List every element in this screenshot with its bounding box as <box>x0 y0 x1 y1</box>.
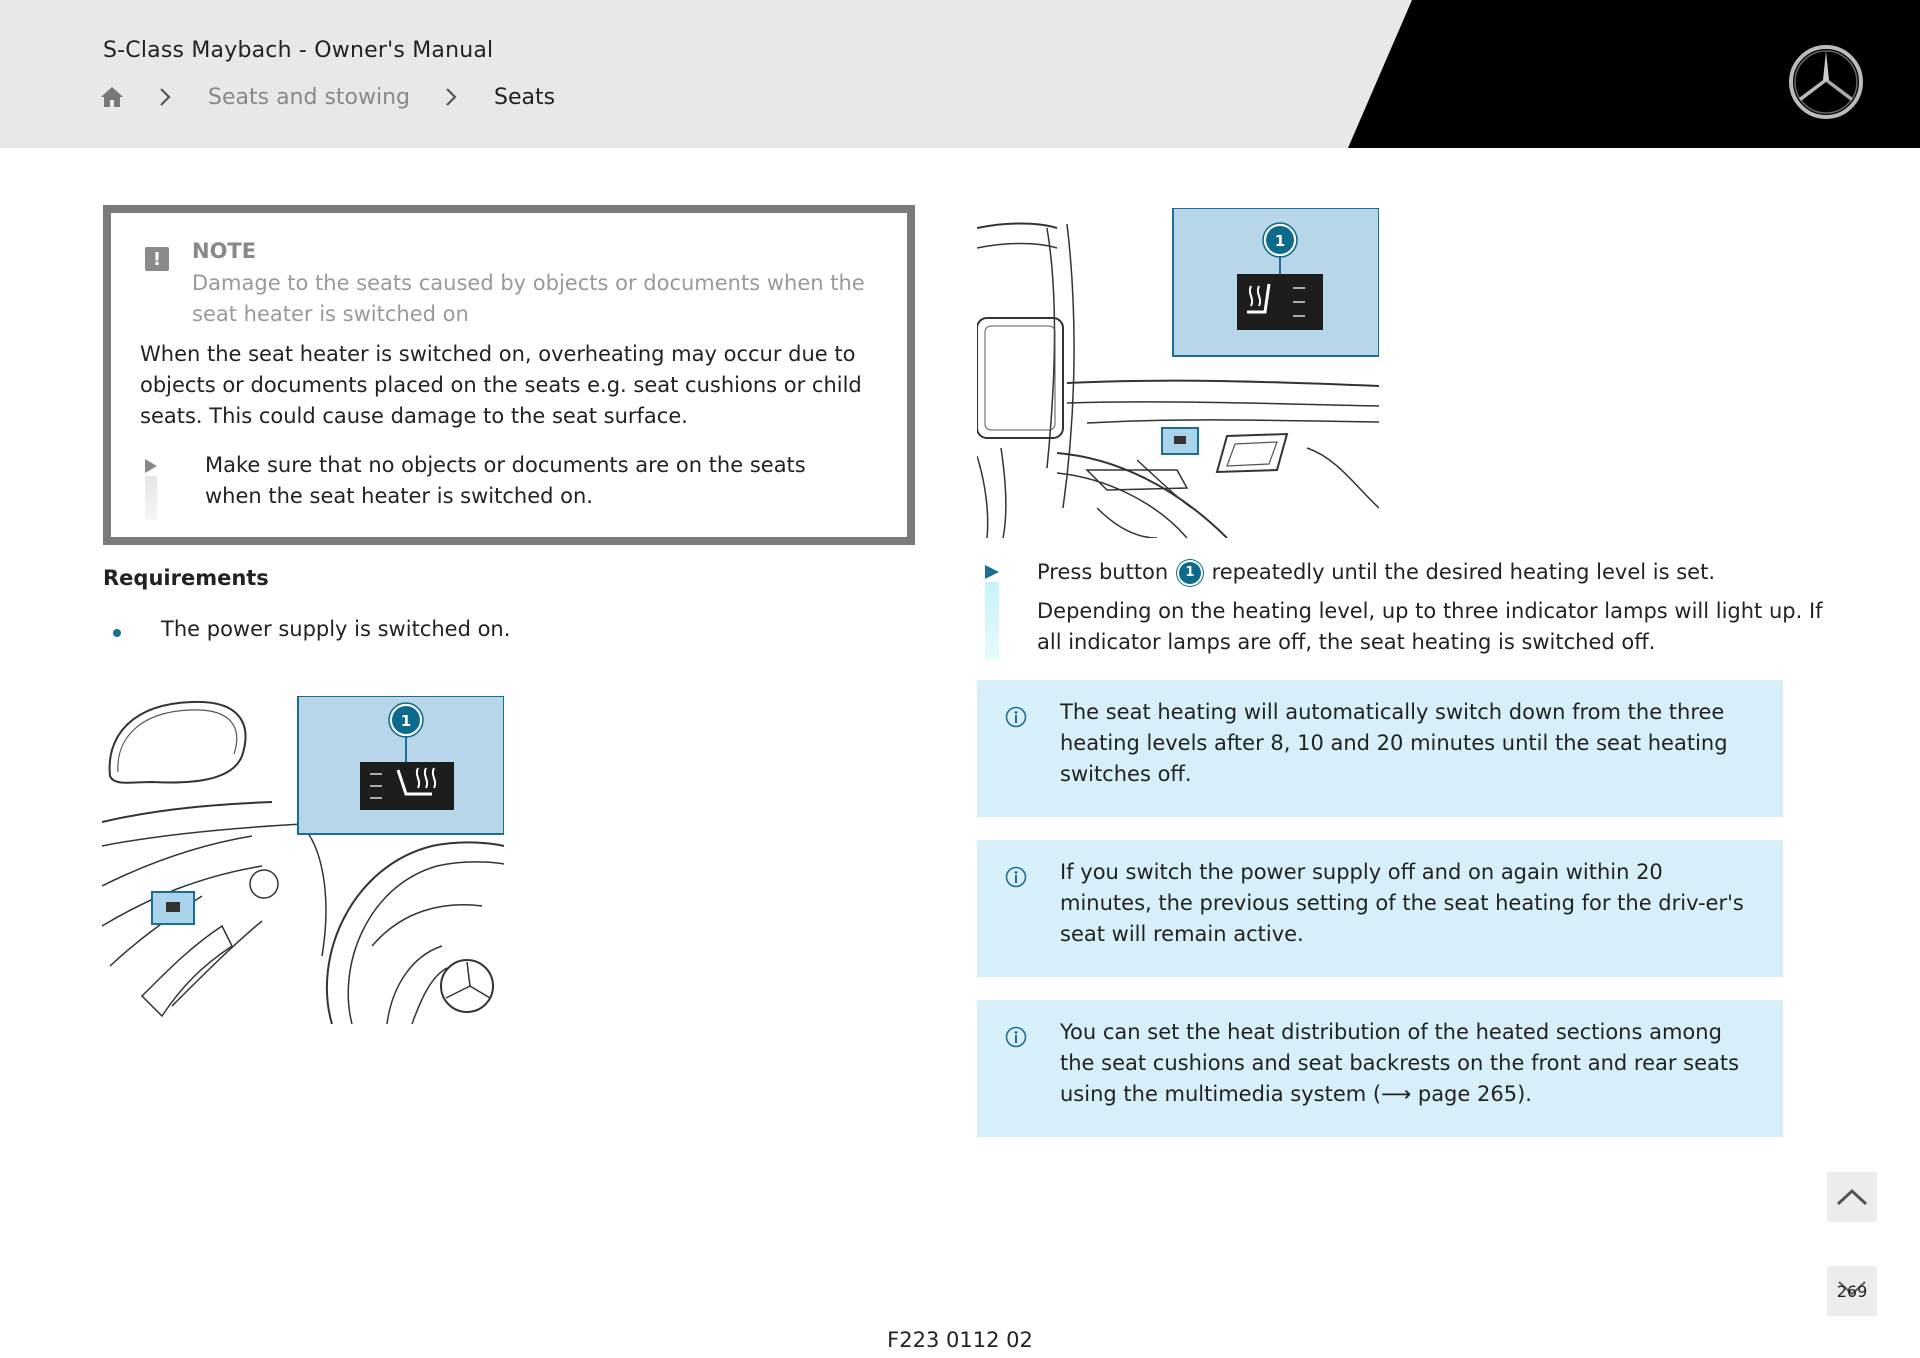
instruction-suffix: repeatedly until the desired heating level is set. <box>1211 560 1715 584</box>
note-box <box>103 205 915 545</box>
illustration-rear-door-seat-heater <box>977 208 1379 538</box>
chevron-up-icon <box>1835 1187 1869 1207</box>
figure-code: F223 0112 02 <box>887 1328 1033 1352</box>
info-text: You can set the heat distribution of the heated sections among the seat cushions and seat backrests on the front and rear seats using the multimedia system (⟶ page 265). <box>1060 1020 1740 1106</box>
scroll-to-top-button[interactable] <box>1827 1172 1877 1222</box>
home-icon[interactable] <box>100 85 124 109</box>
step-bar <box>145 476 157 520</box>
page-number-button[interactable] <box>1827 1266 1877 1316</box>
note-heading: NOTE <box>192 239 257 263</box>
info-box <box>977 680 1783 817</box>
breadcrumb-seats-and-stowing[interactable]: Seats and stowing <box>208 84 411 110</box>
info-icon <box>1005 706 1027 728</box>
illustration-driver-door-seat-heater <box>102 696 504 1024</box>
info-box <box>977 840 1783 977</box>
bullet-icon <box>113 629 121 637</box>
requirement-item: The power supply is switched on. <box>161 617 511 641</box>
note-step-text: Make sure that no objects or documents are on the seats when the seat heater is switched on. <box>205 453 806 508</box>
note-subtitle: Damage to the seats caused by objects or documents when the seat heater is switched on <box>192 271 865 326</box>
info-text: If you switch the power supply off and on again within 20 minutes, the previous setting of the seat heating for the driv-er's seat will remain active. <box>1060 860 1744 946</box>
info-icon <box>1005 1026 1027 1048</box>
requirements-heading: Requirements <box>103 566 269 590</box>
step-bar <box>985 582 999 660</box>
exclamation-icon: ! <box>145 247 169 271</box>
callout-number: 1 <box>400 712 412 730</box>
instruction-prefix: Press button <box>1037 560 1169 584</box>
mercedes-star-logo-icon <box>1788 44 1864 120</box>
info-text: The seat heating will automatically switch down from the three heating levels after 8, 10 and 20 minutes until the seat heating switches off. <box>1060 700 1728 786</box>
breadcrumb <box>100 80 555 114</box>
callout-number: 1 <box>1274 232 1286 250</box>
page-number: 269 <box>1836 1282 1868 1301</box>
button-reference-badge: 1 <box>1179 562 1201 584</box>
chevron-right-icon <box>444 87 458 107</box>
chevron-right-icon <box>158 87 172 107</box>
note-body: When the seat heater is switched on, overheating may occur due to objects or documents placed on the seats e.g. seat cushions or child seats. This could cause damage to the seat surface. <box>140 342 862 428</box>
breadcrumb-seats: Seats <box>494 84 556 110</box>
info-icon <box>1005 866 1027 888</box>
step-arrow-icon <box>145 459 157 473</box>
instruction-step <box>1037 557 1857 588</box>
step-arrow-icon <box>985 565 999 579</box>
document-title: S-Class Maybach - Owner's Manual <box>103 38 494 63</box>
instruction-result: Depending on the heating level, up to three indicator lamps will light up. If all indicator lamps are off, the seat heating is switched off. <box>1037 599 1823 654</box>
info-box <box>977 1000 1783 1137</box>
